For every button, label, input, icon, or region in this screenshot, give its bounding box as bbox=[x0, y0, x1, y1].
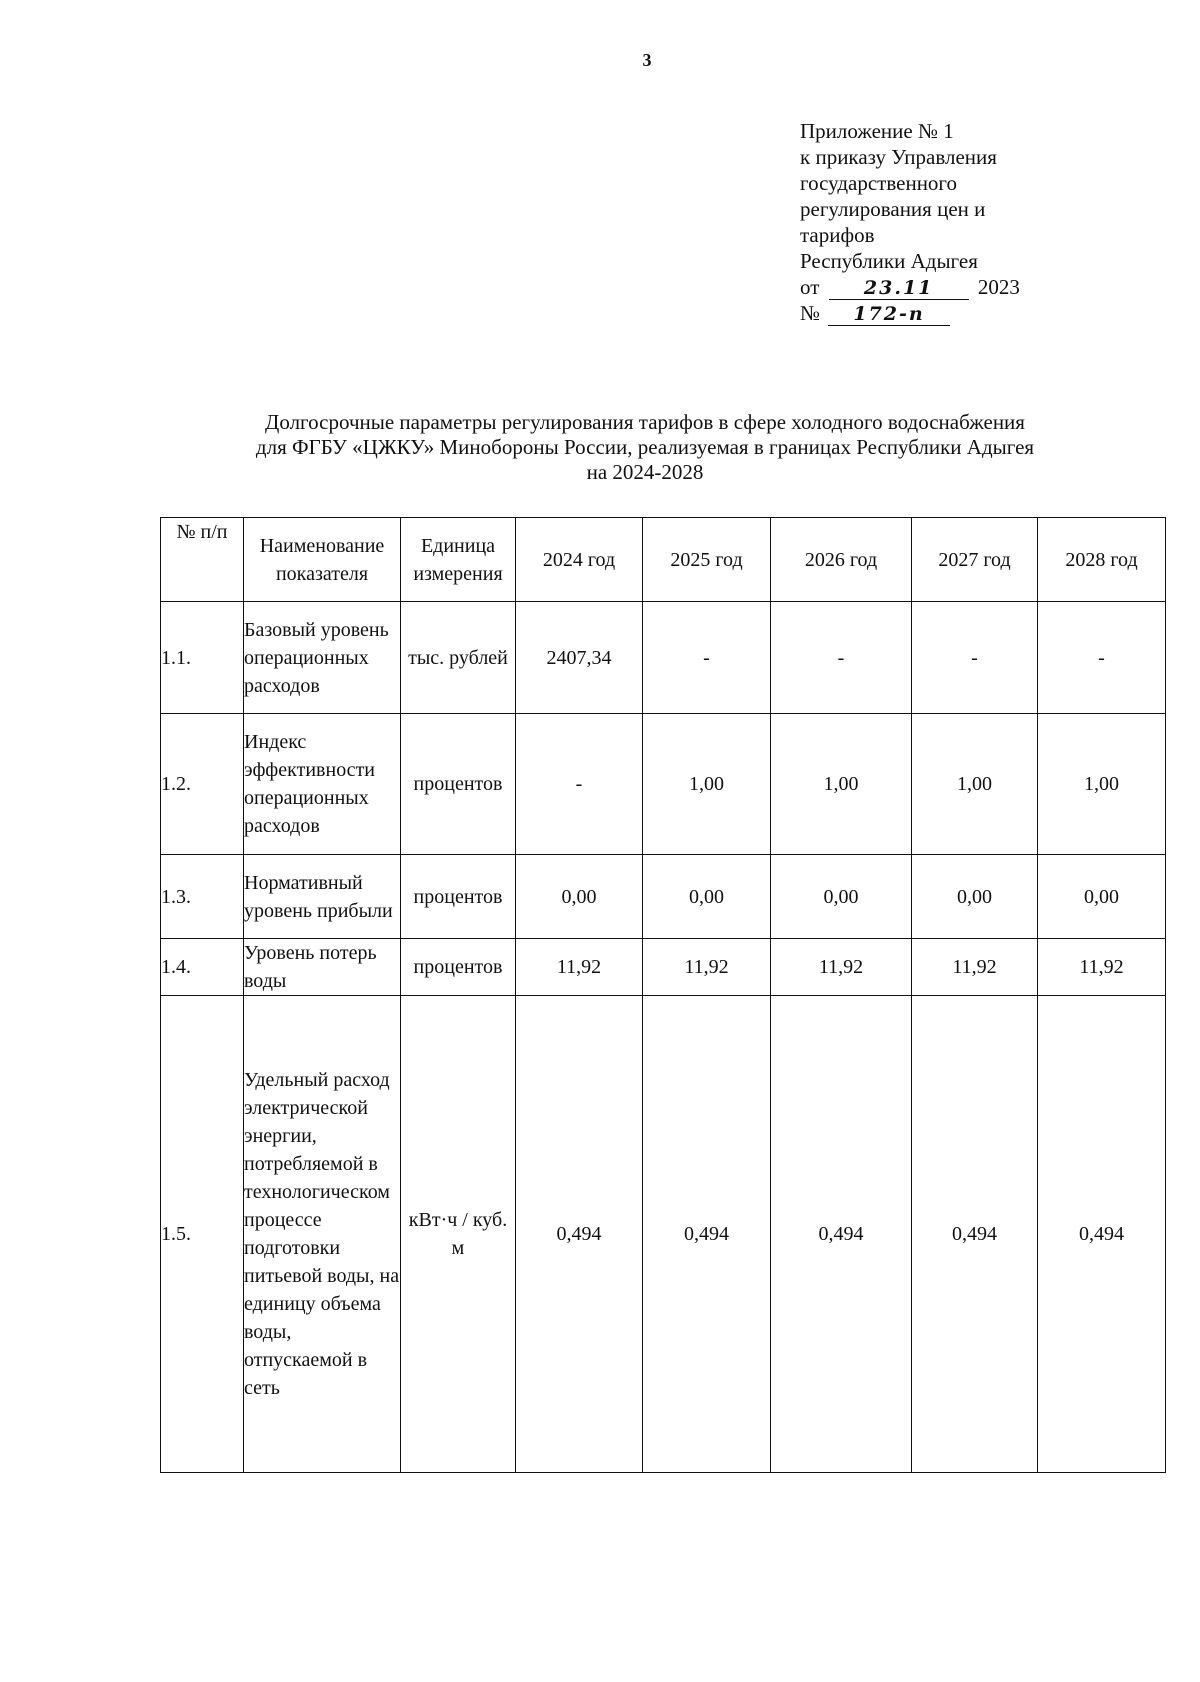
row-name: Нормативный уровень прибыли bbox=[244, 855, 401, 939]
row-value-2024: - bbox=[516, 714, 643, 855]
row-value-2026: 0,494 bbox=[771, 996, 912, 1473]
row-unit: тыс. рублей bbox=[401, 602, 516, 714]
row-number: 1.4. bbox=[161, 939, 244, 996]
row-value-2026: 11,92 bbox=[771, 939, 912, 996]
row-unit: процентов bbox=[401, 855, 516, 939]
row-value-2028: 1,00 bbox=[1038, 714, 1166, 855]
row-value-2024: 0,00 bbox=[516, 855, 643, 939]
header-num: № п/п bbox=[161, 518, 244, 602]
row-value-2027: 0,494 bbox=[912, 996, 1038, 1473]
row-value-2025: - bbox=[643, 602, 771, 714]
appendix-line: Приложение № 1 bbox=[800, 119, 954, 143]
row-value-2025: 0,00 bbox=[643, 855, 771, 939]
appendix-date-line bbox=[800, 274, 1060, 300]
parameters-table bbox=[160, 517, 1166, 1473]
header-year: 2028 год bbox=[1038, 518, 1166, 602]
table-row bbox=[161, 996, 1166, 1473]
appendix-line: к приказу Управления bbox=[800, 145, 997, 169]
title-line: на 2024-2028 bbox=[586, 460, 704, 484]
row-name: Уровень потерь воды bbox=[244, 939, 401, 996]
title-line: для ФГБУ «ЦЖКУ» Минобороны России, реализуемая в границах Республики Адыгея bbox=[255, 435, 1035, 459]
appendix-line: тарифов bbox=[800, 223, 875, 247]
row-name: Удельный расход электрической энергии, потребляемой в технологическом процессе подготовки питьевой воды, на единицу объема воды, отпускаемой в сеть bbox=[244, 996, 401, 1473]
header-year: 2026 год bbox=[771, 518, 912, 602]
row-unit: кВт·ч / куб. м bbox=[401, 996, 516, 1473]
appendix-line: Республики Адыгея bbox=[800, 249, 978, 273]
table-row bbox=[161, 714, 1166, 855]
number-prefix: № bbox=[800, 301, 821, 325]
table-row bbox=[161, 855, 1166, 939]
row-number: 1.1. bbox=[161, 602, 244, 714]
page-number: 3 bbox=[642, 50, 652, 70]
date-prefix: от bbox=[800, 275, 820, 299]
row-number: 1.5. bbox=[161, 996, 244, 1473]
row-value-2028: 0,494 bbox=[1038, 996, 1166, 1473]
appendix-line: регулирования цен и bbox=[800, 197, 986, 221]
header-year: 2024 год bbox=[516, 518, 643, 602]
row-name: Базовый уровень операционных расходов bbox=[244, 602, 401, 714]
row-name: Индекс эффективности операционных расходов bbox=[244, 714, 401, 855]
row-value-2027: 1,00 bbox=[912, 714, 1038, 855]
handwritten-order-number: 172-п bbox=[828, 303, 950, 326]
row-value-2024: 0,494 bbox=[516, 996, 643, 1473]
row-value-2024: 11,92 bbox=[516, 939, 643, 996]
row-number: 1.2. bbox=[161, 714, 244, 855]
header-year: 2025 год bbox=[643, 518, 771, 602]
row-value-2028: 11,92 bbox=[1038, 939, 1166, 996]
header-unit: Единица измерения bbox=[401, 518, 516, 602]
table-header-row bbox=[161, 518, 1166, 602]
row-value-2026: 0,00 bbox=[771, 855, 912, 939]
header-name: Наименование показателя bbox=[244, 518, 401, 602]
date-year: 2023 bbox=[977, 275, 1020, 299]
row-number: 1.3. bbox=[161, 855, 244, 939]
row-value-2027: - bbox=[912, 602, 1038, 714]
row-value-2025: 1,00 bbox=[643, 714, 771, 855]
row-unit: процентов bbox=[401, 939, 516, 996]
table-row bbox=[161, 602, 1166, 714]
document-title bbox=[160, 410, 1130, 485]
table-row bbox=[161, 939, 1166, 996]
row-value-2027: 11,92 bbox=[912, 939, 1038, 996]
row-value-2027: 0,00 bbox=[912, 855, 1038, 939]
handwritten-date: 23.11 bbox=[829, 277, 969, 300]
appendix-block bbox=[800, 118, 1060, 326]
row-value-2028: 0,00 bbox=[1038, 855, 1166, 939]
row-unit: процентов bbox=[401, 714, 516, 855]
row-value-2025: 11,92 bbox=[643, 939, 771, 996]
row-value-2028: - bbox=[1038, 602, 1166, 714]
row-value-2026: 1,00 bbox=[771, 714, 912, 855]
appendix-number-line bbox=[800, 300, 1060, 326]
title-line: Долгосрочные параметры регулирования тарифов в сфере холодного водоснабжения bbox=[265, 410, 1025, 434]
row-value-2024: 2407,34 bbox=[516, 602, 643, 714]
row-value-2026: - bbox=[771, 602, 912, 714]
header-year: 2027 год bbox=[912, 518, 1038, 602]
row-value-2025: 0,494 bbox=[643, 996, 771, 1473]
appendix-line: государственного bbox=[800, 171, 958, 195]
